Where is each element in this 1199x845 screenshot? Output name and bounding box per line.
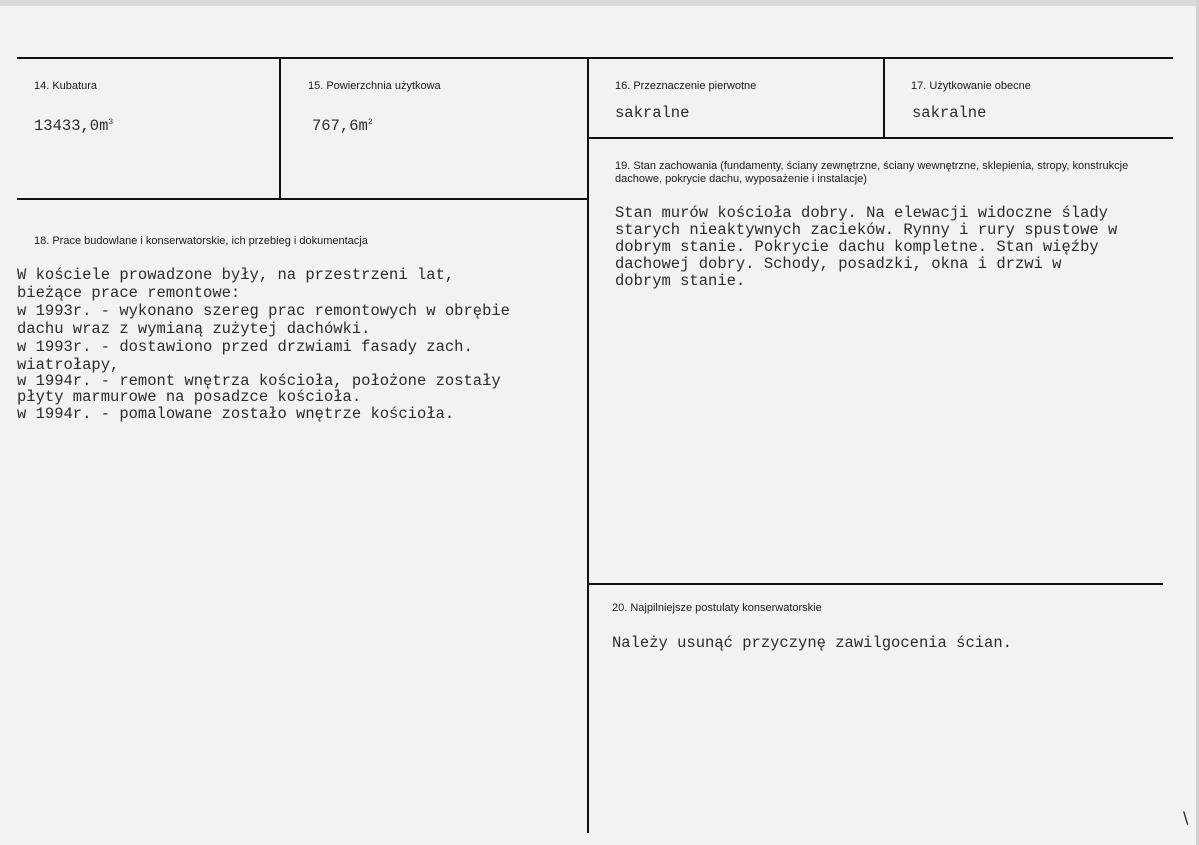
- prace-line: W kościele prowadzone były, na przestrzeni lat,: [17, 266, 455, 284]
- corner-pen-mark: \: [1183, 808, 1189, 827]
- stan-label: 19. Stan zachowania (fundamenty, ściany zewnętrzne, ściany wewnętrzne, sklepienia, stropy, konstrukcje dachowe, pokrycie dachu, wyposażenie i instalacje): [615, 160, 1129, 185]
- prace-line: w 1993r. - wykonano szereg prac remontowych w obrębie: [17, 302, 510, 320]
- postulaty-label: 20. Najpilniejsze postulaty konserwatorskie: [612, 602, 822, 614]
- kubatura-unit-exponent: 3: [108, 118, 114, 127]
- rule-above-20: [587, 583, 1163, 585]
- uzytkowanie-value: sakralne: [912, 104, 987, 122]
- kubatura-number: 13433,0m: [34, 117, 109, 135]
- stan-line: Stan murów kościoła dobry. Na elewacji widoczne ślady: [615, 204, 1108, 222]
- prace-label: 18. Prace budowlane i konserwatorskie, ich przebieg i dokumentacja: [34, 235, 368, 247]
- prace-line: płyty marmurowe na posadzce kościoła.: [17, 388, 362, 406]
- przeznaczenie-value: sakralne: [615, 104, 690, 122]
- stan-line: dachowej dobry. Schody, posadzki, okna i drzwi w: [615, 255, 1062, 273]
- rule-top: [17, 57, 1173, 59]
- prace-line: w 1993r. - dostawiono przed drzwiami fasady zach.: [17, 338, 473, 356]
- stan-line: dobrym stanie.: [615, 272, 746, 290]
- powierzchnia-number: 767,6m: [312, 117, 368, 135]
- uzytkowanie-label: 17. Użytkowanie obecne: [911, 80, 1031, 92]
- stan-line: starych nieaktywnych zacieków. Rynny i rury spustowe w: [615, 221, 1118, 239]
- kubatura-label: 14. Kubatura: [34, 80, 97, 92]
- prace-line: bieżące prace remontowe:: [17, 284, 241, 302]
- powierzchnia-value: [312, 117, 373, 135]
- rule-col-16-17: [883, 57, 885, 139]
- rule-center: [587, 57, 589, 833]
- prace-line: wiatrołapy,: [17, 356, 120, 374]
- prace-line: w 1994r. - remont wnętrza kościoła, położone zostały: [17, 372, 501, 390]
- scan-top-edge: [0, 0, 1199, 6]
- rule-under-16-17: [587, 137, 1173, 139]
- przeznaczenie-label: 16. Przeznaczenie pierwotne: [615, 80, 757, 92]
- prace-line: dachu wraz z wymianą zużytej dachówki.: [17, 320, 371, 338]
- stan-line: dobrym stanie. Pokrycie dachu kompletne. Stan więźby: [615, 238, 1099, 256]
- powierzchnia-unit-exponent: 2: [367, 118, 373, 127]
- prace-line: w 1994r. - pomalowane zostało wnętrze kościoła.: [17, 405, 455, 423]
- powierzchnia-label: 15. Powierzchnia użytkowa: [308, 80, 441, 92]
- kubatura-value: [34, 117, 113, 135]
- postulaty-line: Należy usunąć przyczynę zawilgocenia ścian.: [612, 634, 1012, 652]
- rule-col-14-15: [279, 57, 281, 199]
- rule-under-14-15: [17, 198, 589, 200]
